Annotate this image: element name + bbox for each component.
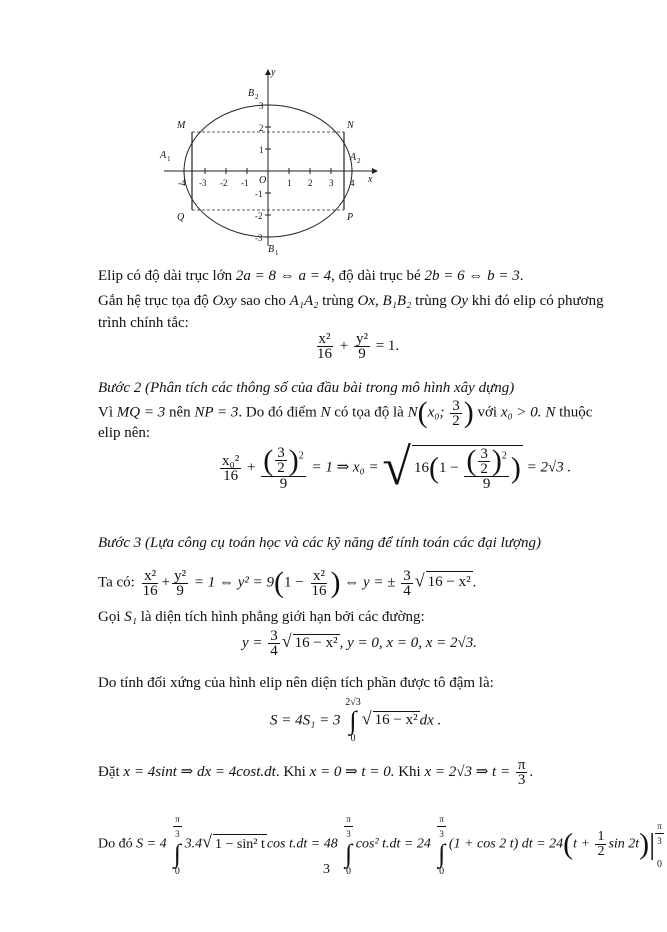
- svg-text:2: 2: [357, 157, 361, 165]
- svg-text:1: 1: [167, 155, 171, 163]
- step-2-heading: Bước 2 (Phân tích các thông số của đầu bài trong mô hình xây dựng): [98, 380, 515, 396]
- y-tick-label: 2: [259, 123, 264, 133]
- x-tick-label: -2: [220, 178, 228, 188]
- point-q-label: Q: [177, 212, 185, 223]
- y-tick-label: -3: [255, 233, 263, 243]
- para-ta-co: Ta có: $\frac{\text{x²}}{16}$ + $\frac{\text{y²}}{9}$ = 1 ⇔ y² = 9(1 − $\frac{\text{x²}}{16}$ ) ⇔ y = ± $\frac{3}{4}$ √ 16 − x² .: [98, 566, 477, 599]
- equation-ellipse: $\frac{\text{x²}}{16}$ + $\frac{\text{y²}}{9}$ = 1.: [317, 331, 400, 362]
- para-define-s1: Gọi S₁ là diện tích hình phẳng giới hạn bởi các đường:: [98, 609, 425, 625]
- x-axis-label: x: [368, 174, 373, 185]
- svg-text:2: 2: [255, 93, 259, 101]
- x-tick-label: -3: [199, 178, 207, 188]
- equation-boundaries: y = $\frac{3}{4}$ √ 16 − x² , y = 0, x = 0, x = 2√3.: [242, 628, 477, 659]
- point-m-label: M: [177, 120, 186, 131]
- para-symmetry: Do tính đối xứng của hình elip nên diện tích phần được tô đậm là:: [98, 675, 494, 691]
- equation-x0: $\frac{\text{x₀²}}{16}$ + ( $\frac{3}{2}$ )$^2$ 9 = 1 ⇒ x₀ = √ 16(1 − ( $\frac{3}{2}$ )$^2$ 9 ) = 2√3 .: [222, 439, 572, 496]
- equation-area-integral: S = 4S₁ = 3 2√3 ∫ 0 √ 16 − x² dx .: [270, 697, 442, 744]
- point-b1-label: B: [268, 244, 275, 255]
- para-coordinate-system: Gắn hệ trục tọa độ Oxy sao cho A₁A₂ trùng Ox, B₁B₂ trùng Oy khi đó elip có phương: [98, 293, 604, 309]
- para-axes-lengths: Elip có độ dài trục lớn 2a = 8 ⇔ a = 4, độ dài trục bé 2b = 6 ⇔ b = 3.: [98, 268, 524, 284]
- y-tick-labels: [255, 101, 267, 243]
- x-tick-label: 1: [287, 178, 292, 188]
- point-b2-label: B: [248, 88, 255, 99]
- ellipse-figure: [150, 66, 380, 256]
- para-point-n: Vì MQ = 3 nên NP = 3. Do đó điểm N có tọa độ là N(x₀; $\frac{3}{2}$ ) với x₀ > 0. N thuộc: [98, 396, 593, 429]
- x-tick-label: -1: [241, 178, 249, 188]
- y-tick-label: -2: [255, 211, 263, 221]
- origin-label: O: [259, 175, 267, 186]
- point-a2-label: A: [350, 152, 357, 163]
- x-tick-labels: [178, 178, 355, 188]
- y-tick-label: 1: [259, 145, 264, 155]
- para-final-computation: Do đó S = 4 $\frac{\pi}{3}$ ∫ 0 3.4√ 1 − sin² t cos t.dt = 48 $\frac{\pi}{3}$ ∫ 0 cos² t.dt = 24 $\frac{\pi}{3}$ ∫ 0 (1 + cos 2 t) dt = 24(t + $\frac{1}{2}$ sin 2t)| $\frac{\pi}{3}$ 0: [98, 814, 662, 877]
- point-p-label: P: [347, 212, 354, 223]
- x-tick-label: -4: [178, 178, 186, 188]
- svg-text:1: 1: [275, 249, 279, 257]
- x-tick-label: 3: [329, 178, 334, 188]
- step-3-heading: Bước 3 (Lựa công cụ toán học và các kỹ năng để tính toán các đại lượng): [98, 535, 541, 551]
- page-number: 3: [323, 862, 330, 877]
- y-axis-label: y: [271, 67, 276, 78]
- para-substitution: Đặt x = 4sint ⇒ dx = 4cost.dt. Khi x = 0 ⇒ t = 0. Khi x = 2√3 ⇒ t = $\frac{\pi}{3}$ .: [98, 757, 534, 788]
- para-canonical-label: trình chính tắc:: [98, 315, 189, 331]
- x-tick-label: 4: [350, 178, 355, 188]
- point-n-label: N: [347, 120, 354, 131]
- point-a1-label: A: [160, 150, 167, 161]
- x-tick-label: 2: [308, 178, 313, 188]
- para-on-ellipse: elip nên:: [98, 425, 151, 441]
- y-tick-label: 3: [259, 101, 264, 111]
- y-tick-label: -1: [255, 189, 263, 199]
